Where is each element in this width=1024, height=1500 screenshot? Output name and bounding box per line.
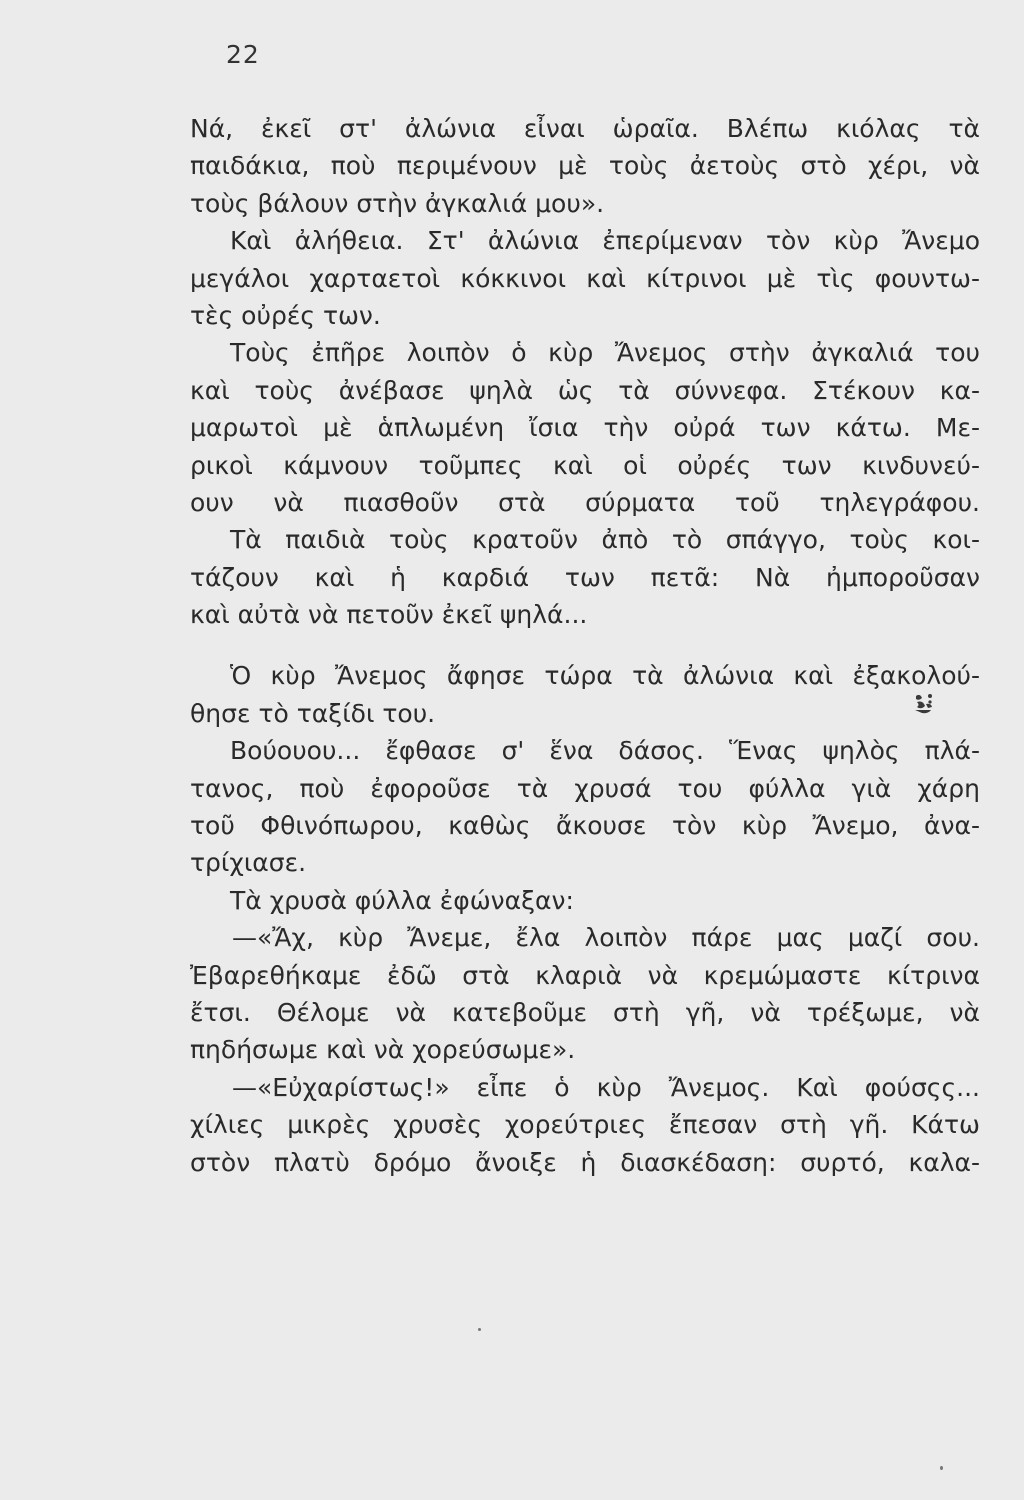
- section-divider-icon: [913, 692, 935, 716]
- section-gap: [190, 633, 980, 657]
- text-line: τρίχιασε.: [190, 848, 307, 878]
- text-line: θησε τὸ ταξίδι του.: [190, 698, 436, 728]
- text-line: τοῦ Φθινόπωρου, καθὼς ἄκουσε τὸν κὺρ Ἄνεμο, ἀνα-: [190, 811, 980, 841]
- text-line: ἔτσι. Θέλομε νὰ κατεβοῦμε στὴ γῆ, νὰ τρέξωμε, νὰ: [190, 997, 980, 1027]
- text-line: μαρωτοὶ μὲ ἁπλωμένη ἴσια τὴν οὐρά των κάτω. Με-: [190, 413, 980, 443]
- text-line: Ἐβαρεθήκαμε ἐδῶ στὰ κλαριὰ νὰ κρεμώμαστε κίτρινα: [190, 960, 980, 990]
- body-text: [190, 110, 980, 1181]
- text-line: Νά, ἐκεῖ στ' ἀλώνια εἶναι ὡραῖα. Βλέπω κιόλας τὰ: [190, 114, 980, 143]
- text-line: Καὶ ἀλήθεια. Στ' ἀλώνια ἐπερίμεναν τὸν κὺρ Ἄνεμο: [230, 226, 980, 256]
- text-line: πηδήσωμε καὶ νὰ χορεύσωμε».: [190, 1035, 576, 1065]
- text-line: τάζουν καὶ ἡ καρδιά των πετᾶ: Νὰ ἠμποροῦσαν: [190, 562, 980, 592]
- text-line: καὶ τοὺς ἀνέβασε ψηλὰ ὡς τὰ σύννεφα. Στέκουν κα-: [190, 375, 980, 405]
- text-line: τὲς οὐρές των.: [190, 300, 381, 330]
- text-line: τανος, ποὺ ἐφοροῦσε τὰ χρυσά του φύλλα γιὰ χάρη: [190, 773, 980, 803]
- text-line: μεγάλοι χαρταετοὶ κόκκινοι καὶ κίτρινοι μὲ τὶς φουντω-: [190, 263, 980, 293]
- paper-speck: [478, 1328, 481, 1331]
- paper-speck: [940, 1466, 943, 1470]
- text-line: παιδάκια, ποὺ περιμένουν μὲ τοὺς ἀετοὺς στὸ χέρι, νὰ: [190, 151, 980, 181]
- text-line: Βούουου... ἔφθασε σ' ἕνα δάσος. Ἕνας ψηλὸς πλά-: [230, 736, 980, 766]
- text-line: χίλιες μικρὲς χρυσὲς χορεύτριες ἔπεσαν στὴ γῆ. Κάτω: [190, 1110, 980, 1140]
- text-line: στὸν πλατὺ δρόμο ἄνοιξε ἡ διασκέδαση: συρτό, καλα-: [190, 1147, 980, 1177]
- text-line: Τὰ παιδιὰ τοὺς κρατοῦν ἀπὸ τὸ σπάγγο, τοὺς κοι-: [230, 525, 980, 555]
- text-line: ουν νὰ πιασθοῦν στὰ σύρματα τοῦ τηλεγράφου.: [190, 487, 980, 517]
- dialogue-line: —«Ἄχ, κὺρ Ἄνεμε, ἔλα λοιπὸν πάρε μας μαζί σου.: [232, 923, 980, 953]
- text-line: Τὰ χρυσὰ φύλλα ἐφώναξαν:: [230, 885, 574, 915]
- text-line: Ὁ κὺρ Ἄνεμος ἄφησε τώρα τὰ ἀλώνια καὶ ἐξακολού-: [230, 661, 980, 691]
- text-line: τοὺς βάλουν στὴν ἀγκαλιά μου».: [190, 188, 605, 218]
- text-line: καὶ αὐτὰ νὰ πετοῦν ἐκεῖ ψηλά...: [190, 600, 588, 630]
- page-number: 22: [226, 40, 260, 69]
- text-line: ρικοὶ κάμνουν τοῦμπες καὶ οἱ οὐρές των κινδυνεύ-: [190, 450, 980, 480]
- dialogue-line: —«Εὐχαρίστως!» εἶπε ὁ κὺρ Ἄνεμος. Καὶ φούσςς...: [232, 1072, 980, 1102]
- text-line: Τοὺς ἐπῆρε λοιπὸν ὁ κὺρ Ἄνεμος στὴν ἀγκαλιά του: [230, 338, 980, 368]
